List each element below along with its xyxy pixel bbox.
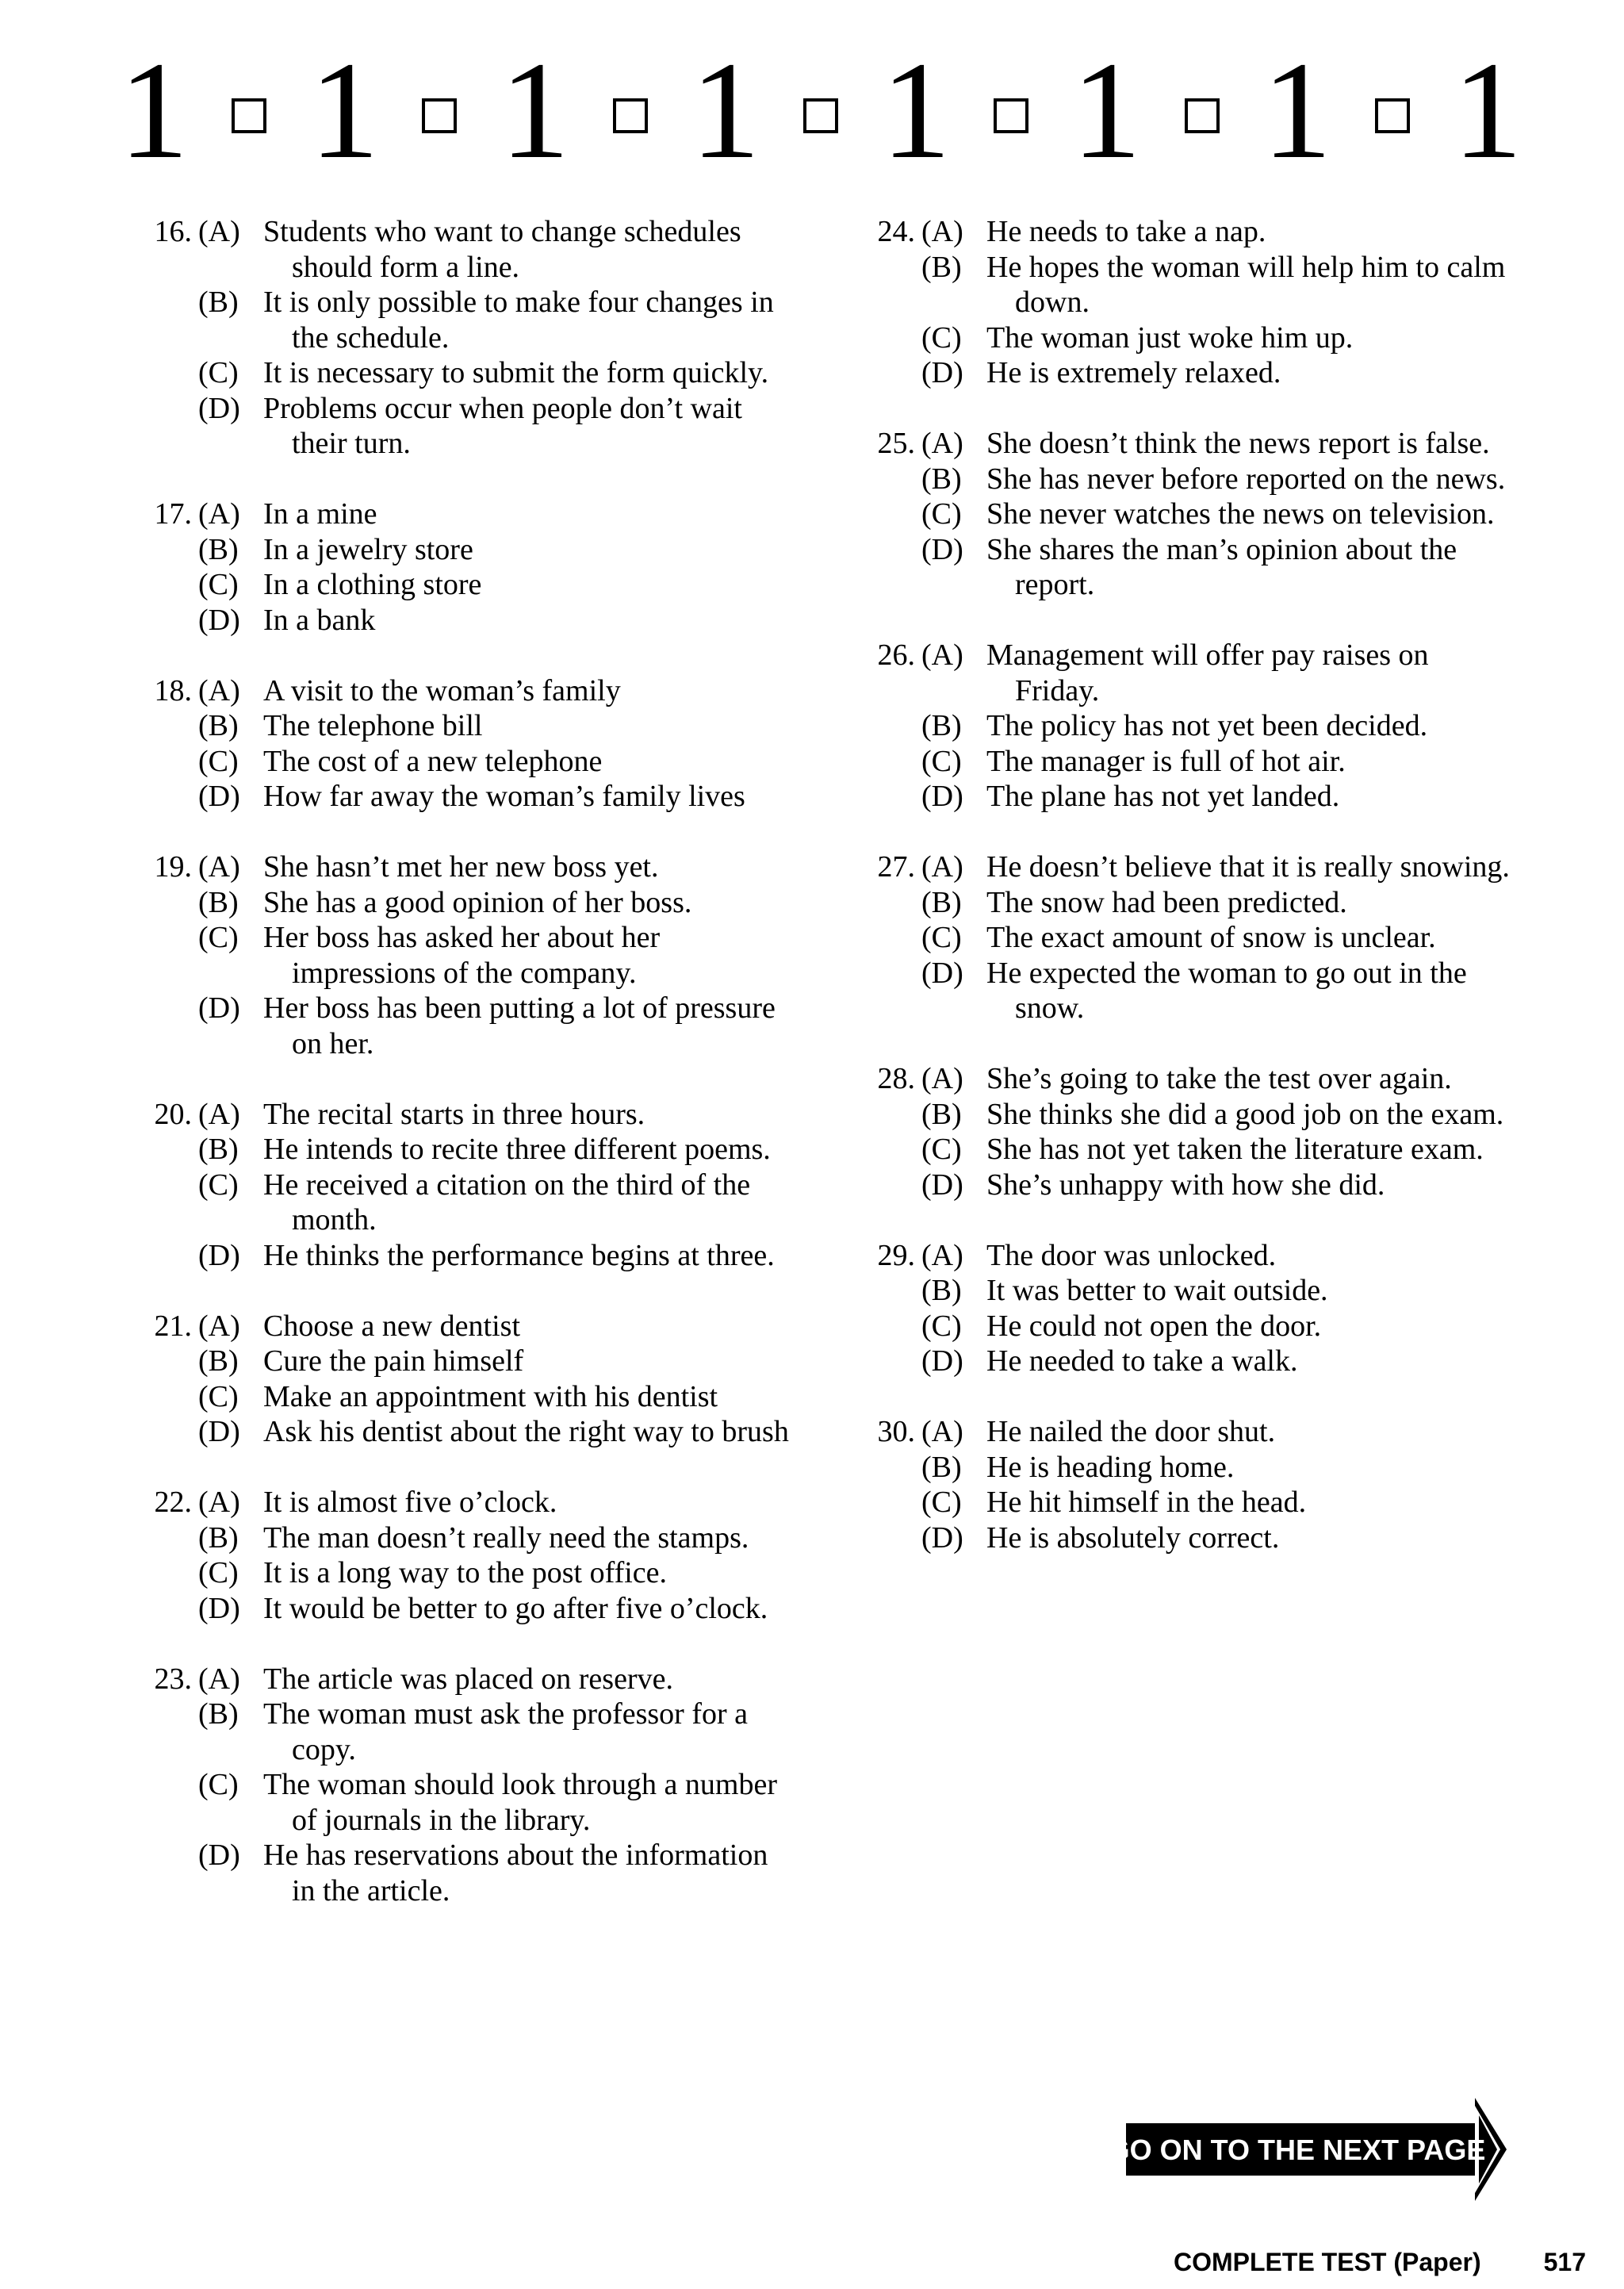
option-text: Management will offer pay raises on Friday. (986, 638, 1429, 707)
option-text: It is a long way to the post office. (263, 1556, 668, 1589)
option-text: The exact amount of snow is unclear. (986, 921, 1436, 954)
option-letter: (D) (921, 356, 963, 389)
option-letter: (C) (198, 1168, 239, 1202)
option-letter: (B) (198, 1133, 239, 1166)
question-number: 20. (154, 1097, 192, 1131)
arrow-icon (1126, 2098, 1522, 2201)
question-number: 27. (877, 850, 915, 884)
option-letter: (C) (198, 1556, 239, 1589)
option-text: The telephone bill (263, 709, 483, 742)
question-number: 28. (877, 1062, 915, 1095)
option-letter: (D) (198, 1838, 240, 1872)
answer-option (135, 1767, 793, 1838)
answer-option (135, 497, 793, 532)
option-letter: (C) (921, 320, 962, 355)
answer-option (135, 849, 793, 885)
section-number: 1 (690, 33, 760, 188)
option-letter: (A) (198, 215, 240, 248)
option-letter: (D) (198, 603, 240, 637)
option-letter: (B) (921, 885, 962, 919)
option-letter: (A) (198, 850, 240, 884)
option-text: The article was placed on reserve. (263, 1662, 673, 1696)
question-item (135, 214, 793, 462)
option-letter: (D) (921, 780, 963, 813)
option-text: He received a citation on the third of the month. (263, 1168, 751, 1237)
answer-option (858, 1061, 1516, 1097)
answer-option (135, 1238, 793, 1274)
answer-option (858, 956, 1516, 1026)
answer-option (858, 497, 1516, 532)
page-footer (1174, 2248, 1586, 2277)
option-letter: (A) (921, 850, 963, 884)
option-letter: (D) (921, 1344, 963, 1378)
question-number: 22. (154, 1486, 192, 1519)
answer-option (858, 355, 1516, 391)
question-item (858, 849, 1516, 1026)
option-text: He hit himself in the head. (986, 1486, 1307, 1519)
option-letter: (C) (921, 921, 962, 954)
option-text: It is almost five o’clock. (263, 1486, 557, 1519)
option-text: He expected the woman to go out in the snow. (986, 956, 1467, 1025)
square-icon (1375, 98, 1410, 133)
option-text: She has a good opinion of her boss. (263, 885, 692, 919)
option-letter: (C) (198, 356, 239, 389)
answer-option (858, 920, 1516, 956)
option-letter: (D) (921, 1168, 963, 1202)
answer-option (858, 1485, 1516, 1520)
answer-option (858, 779, 1516, 815)
section-header (119, 33, 1522, 188)
answer-option (858, 320, 1516, 356)
answer-option (135, 567, 793, 603)
section-number: 1 (500, 33, 570, 188)
square-icon (1185, 98, 1220, 133)
option-letter: (C) (198, 1379, 239, 1413)
answer-option (135, 355, 793, 391)
option-text: How far away the woman’s family lives (263, 780, 745, 813)
option-letter: (C) (921, 1133, 962, 1166)
option-letter: (B) (921, 1450, 962, 1484)
answer-option (135, 920, 793, 991)
option-text: A visit to the woman’s family (263, 673, 621, 707)
option-letter: (D) (198, 780, 240, 813)
option-text: She never watches the news on television. (986, 497, 1495, 531)
option-letter: (C) (198, 568, 239, 601)
option-text: She hasn’t met her new boss yet. (263, 850, 659, 884)
option-letter: (A) (921, 1062, 963, 1095)
option-letter: (D) (198, 991, 240, 1025)
option-text: Choose a new dentist (263, 1309, 521, 1343)
option-letter: (A) (921, 1415, 963, 1448)
option-text: In a jewelry store (263, 532, 473, 566)
option-text: He doesn’t believe that it is really snowing. (986, 850, 1510, 884)
option-text: He is heading home. (986, 1450, 1235, 1484)
option-text: In a mine (263, 497, 377, 531)
option-text: He could not open the door. (986, 1309, 1322, 1343)
question-item (858, 1238, 1516, 1379)
option-text: The woman just woke him up. (986, 320, 1354, 355)
option-letter: (D) (198, 1591, 240, 1625)
question-item (858, 214, 1516, 391)
answer-option (135, 1414, 793, 1450)
option-letter: (A) (198, 1097, 240, 1131)
answer-option (858, 1520, 1516, 1556)
answer-option (858, 1132, 1516, 1168)
option-letter: (C) (198, 744, 239, 778)
option-letter: (A) (921, 638, 963, 672)
option-letter: (B) (921, 709, 962, 742)
option-text: In a clothing store (263, 568, 482, 601)
question-number: 19. (154, 850, 192, 884)
option-text: The woman should look through a number of journals in the library. (263, 1768, 778, 1837)
option-letter: (D) (921, 532, 963, 566)
question-item (135, 1309, 793, 1450)
answer-option (858, 214, 1516, 250)
option-letter: (C) (198, 1768, 239, 1801)
option-text: The plane has not yet landed. (986, 780, 1340, 813)
answer-option (135, 1132, 793, 1168)
option-text: The woman must ask the professor for a copy. (263, 1697, 749, 1766)
answer-option (135, 285, 793, 355)
question-item (135, 673, 793, 815)
answer-option (858, 462, 1516, 497)
answer-option (135, 779, 793, 815)
option-letter: (D) (198, 1415, 240, 1448)
answer-option (135, 744, 793, 780)
section-number: 1 (119, 33, 189, 188)
section-number: 1 (1452, 33, 1522, 188)
answer-option (135, 532, 793, 568)
option-letter: (A) (198, 1662, 240, 1696)
option-text: Cure the pain himself (263, 1344, 524, 1378)
option-letter: (B) (198, 1520, 239, 1555)
question-number: 17. (154, 497, 192, 531)
question-item (135, 497, 793, 638)
question-number: 16. (154, 215, 192, 248)
answer-option (858, 885, 1516, 921)
option-letter: (D) (198, 391, 240, 425)
option-text: The man doesn’t really need the stamps. (263, 1520, 749, 1555)
answer-option (135, 1485, 793, 1520)
option-text: It is only possible to make four changes in the schedule. (263, 286, 774, 355)
option-letter: (B) (198, 1344, 239, 1378)
question-number: 21. (154, 1309, 192, 1343)
option-letter: (A) (198, 1309, 240, 1343)
option-letter: (A) (921, 1238, 963, 1272)
section-number: 1 (309, 33, 380, 188)
question-item (135, 849, 793, 1061)
option-letter: (A) (198, 497, 240, 531)
answer-option (135, 1520, 793, 1556)
question-number: 30. (877, 1415, 915, 1448)
option-text: Her boss has been putting a lot of pressure on her. (263, 991, 776, 1060)
question-item (858, 1061, 1516, 1202)
answer-option (135, 991, 793, 1061)
answer-option (858, 426, 1516, 462)
answer-option (135, 1379, 793, 1415)
option-letter: (D) (921, 1520, 963, 1555)
option-text: The manager is full of hot air. (986, 744, 1346, 778)
square-icon (803, 98, 838, 133)
option-letter: (B) (198, 286, 239, 319)
question-item (135, 1485, 793, 1626)
answer-option (858, 1344, 1516, 1379)
option-text: She has never before reported on the news. (986, 462, 1506, 496)
section-number: 1 (881, 33, 952, 188)
option-text: He needs to take a nap. (986, 215, 1266, 248)
question-column-left (135, 214, 793, 1944)
option-letter: (C) (198, 921, 239, 954)
answer-option (135, 1591, 793, 1627)
option-text: He nailed the door shut. (986, 1415, 1276, 1448)
option-text: Students who want to change schedules should form a line. (263, 215, 741, 284)
answer-option (858, 744, 1516, 780)
option-text: Ask his dentist about the right way to brush (263, 1415, 789, 1448)
option-letter: (A) (921, 427, 963, 460)
answer-option (135, 1097, 793, 1133)
option-text: He thinks the performance begins at three. (263, 1238, 775, 1272)
option-text: He intends to recite three different poems. (263, 1133, 771, 1166)
option-text: The snow had been predicted. (986, 885, 1347, 919)
question-number: 24. (877, 215, 915, 248)
option-letter: (C) (921, 744, 962, 778)
answer-option (135, 1168, 793, 1238)
answer-option (135, 214, 793, 285)
option-text: The cost of a new telephone (263, 744, 603, 778)
option-letter: (C) (921, 1309, 962, 1343)
question-item (135, 1097, 793, 1274)
option-text: The policy has not yet been decided. (986, 709, 1428, 742)
answer-option (858, 638, 1516, 708)
option-text: Problems occur when people don’t wait their turn. (263, 391, 742, 460)
option-text: Make an appointment with his dentist (263, 1379, 718, 1413)
answer-option (135, 391, 793, 462)
option-letter: (B) (198, 1697, 239, 1731)
option-letter: (B) (198, 709, 239, 742)
option-letter: (A) (921, 215, 963, 248)
option-text: He hopes the woman will help him to calm down. (986, 250, 1506, 319)
option-letter: (C) (921, 1486, 962, 1519)
option-letter: (B) (198, 532, 239, 566)
option-letter: (B) (921, 1097, 962, 1131)
option-text: Her boss has asked her about her impressions of the company. (263, 921, 661, 990)
option-letter: (A) (198, 1486, 240, 1519)
option-text: The recital starts in three hours. (263, 1097, 645, 1131)
answer-option (135, 708, 793, 744)
question-number: 23. (154, 1662, 192, 1696)
square-icon (232, 98, 266, 133)
answer-option (858, 1238, 1516, 1274)
question-number: 18. (154, 673, 192, 707)
answer-option (858, 250, 1516, 320)
option-text: She doesn’t think the news report is false. (986, 427, 1490, 460)
question-item (135, 1662, 793, 1909)
option-text: She has not yet taken the literature exam. (986, 1133, 1484, 1166)
option-text: It is necessary to submit the form quickly. (263, 356, 769, 389)
option-letter: (A) (198, 673, 240, 707)
option-letter: (B) (198, 885, 239, 919)
option-letter: (C) (921, 497, 962, 531)
answer-option (858, 1309, 1516, 1344)
answer-option (135, 603, 793, 638)
answer-option (858, 532, 1516, 603)
answer-option (135, 885, 793, 921)
answer-option (135, 1662, 793, 1697)
option-text: In a bank (263, 603, 376, 637)
question-number: 26. (877, 638, 915, 672)
answer-option (135, 673, 793, 709)
go-on-label: GO ON TO THE NEXT PAGE (1126, 2134, 1486, 2166)
section-number: 1 (1071, 33, 1142, 188)
answer-option (858, 1273, 1516, 1309)
option-text: He is absolutely correct. (986, 1520, 1280, 1555)
go-on-arrow (1126, 2098, 1522, 2201)
answer-option (135, 1555, 793, 1591)
option-letter: (B) (921, 250, 962, 284)
option-text: He is extremely relaxed. (986, 356, 1281, 389)
answer-option (858, 849, 1516, 885)
option-text: She thinks she did a good job on the exam. (986, 1097, 1504, 1131)
footer-title: COMPLETE TEST (Paper) (1174, 2248, 1481, 2276)
option-letter: (D) (921, 956, 963, 990)
option-letter: (D) (198, 1238, 240, 1272)
question-number: 25. (877, 427, 915, 460)
question-item (858, 426, 1516, 603)
square-icon (613, 98, 648, 133)
option-letter: (B) (921, 1274, 962, 1307)
answer-option (858, 1414, 1516, 1450)
option-text: It would be better to go after five o’clock. (263, 1591, 768, 1625)
option-text: He has reservations about the information in the article. (263, 1838, 768, 1908)
page-number: 517 (1543, 2248, 1586, 2276)
answer-option (858, 708, 1516, 744)
square-icon (422, 98, 457, 133)
answer-option (135, 1309, 793, 1344)
section-number: 1 (1262, 33, 1332, 188)
answer-option (858, 1168, 1516, 1203)
question-item (858, 638, 1516, 815)
question-column-right (858, 214, 1516, 1591)
option-text: She shares the man’s opinion about the report. (986, 532, 1457, 601)
option-text: She’s unhappy with how she did. (986, 1168, 1385, 1202)
option-letter: (B) (921, 462, 962, 496)
option-text: The door was unlocked. (986, 1238, 1277, 1272)
question-item (858, 1414, 1516, 1555)
answer-option (135, 1344, 793, 1379)
option-text: He needed to take a walk. (986, 1344, 1298, 1378)
answer-option (858, 1097, 1516, 1133)
square-icon (994, 98, 1028, 133)
option-text: She’s going to take the test over again. (986, 1062, 1452, 1095)
option-text: It was better to wait outside. (986, 1274, 1328, 1307)
answer-option (135, 1697, 793, 1767)
answer-option (135, 1838, 793, 1908)
answer-option (858, 1450, 1516, 1486)
question-number: 29. (877, 1238, 915, 1272)
